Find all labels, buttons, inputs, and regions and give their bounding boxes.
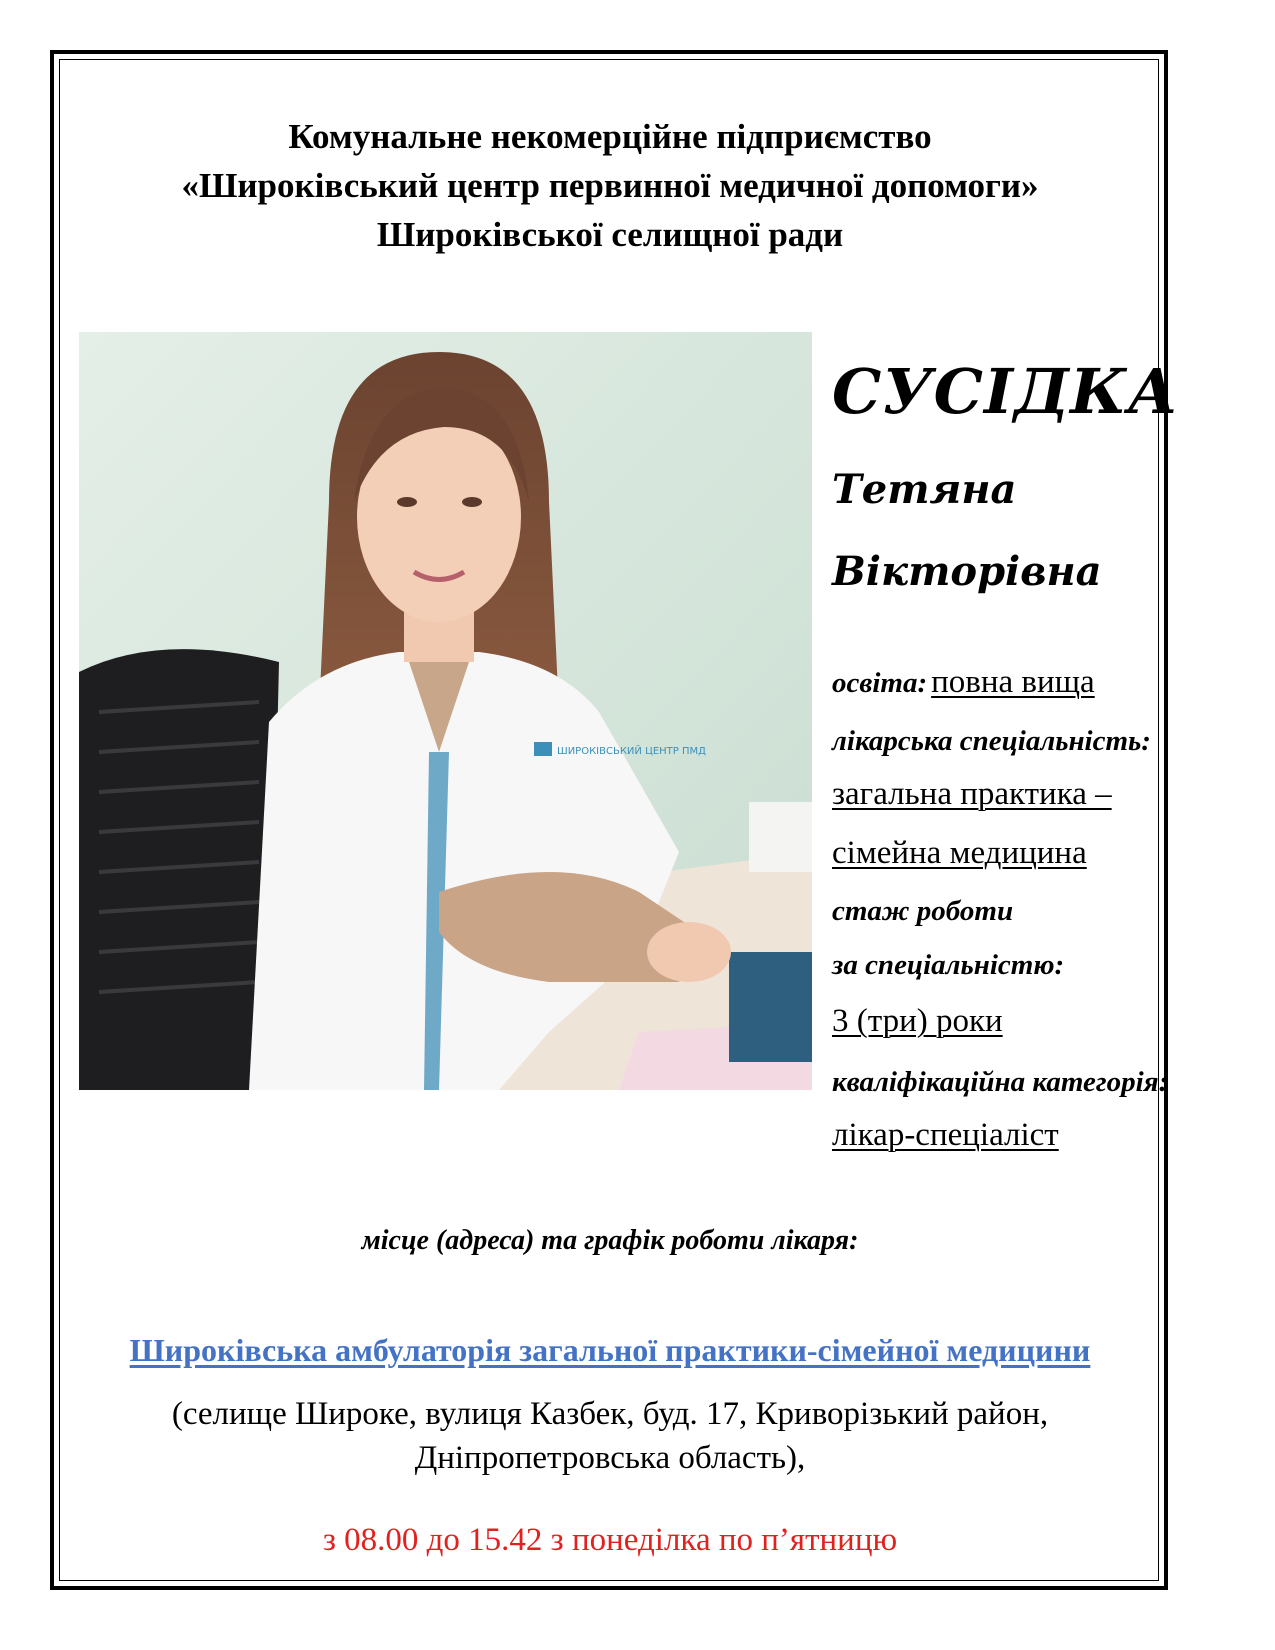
doctor-first-name: Тетяна — [832, 466, 1017, 513]
clinic-name-link[interactable]: Широківська амбулаторія загальної практики-сімейної медицини — [129, 1332, 1091, 1368]
work-schedule: з 08.00 до 15.42 з понеділка по п’ятницю — [322, 1522, 898, 1558]
address-line-1: (селище Широке, вулиця Казбек, буд. 17, Криворізький район, — [171, 1396, 1049, 1432]
clinic-address — [60, 1392, 1160, 1480]
doctor-patronymic: Вікторівна — [832, 548, 1102, 595]
specialty-value-line-1: загальна практика – — [832, 776, 1112, 812]
education-line — [832, 664, 1095, 701]
organization-header — [100, 112, 1120, 259]
coat-logo-text: ШИРОКІВСЬКИЙ ЦЕНТР ПМД — [557, 746, 706, 757]
experience-value: 3 (три) роки — [832, 1003, 1003, 1039]
header-line-2: «Широківський центр первинної медичної допомоги» — [181, 166, 1039, 205]
education-label: освіта: — [832, 667, 928, 699]
header-line-1: Комунальне некомерційне підприємство — [288, 117, 932, 156]
education-value: повна вища — [931, 664, 1095, 700]
experience-label-line-1: стаж роботи — [832, 895, 1014, 927]
category-value: лікар-спеціаліст — [832, 1117, 1059, 1153]
workplace-subheading: місце (адреса) та графік роботи лікаря: — [361, 1225, 859, 1256]
specialty-label: лікарська спеціальність: — [832, 725, 1151, 757]
header-line-3: Широківської селищної ради — [376, 215, 844, 254]
category-label: кваліфікаційна категорія: — [832, 1066, 1169, 1098]
specialty-value-line-2: сімейна медицина — [832, 835, 1087, 871]
doctor-surname: СУСІДКА — [832, 355, 1180, 428]
experience-label-line-2: за спеціальністю: — [832, 949, 1065, 981]
address-line-2: Дніпропетровська область), — [414, 1440, 806, 1476]
doctor-photo — [79, 332, 812, 1090]
